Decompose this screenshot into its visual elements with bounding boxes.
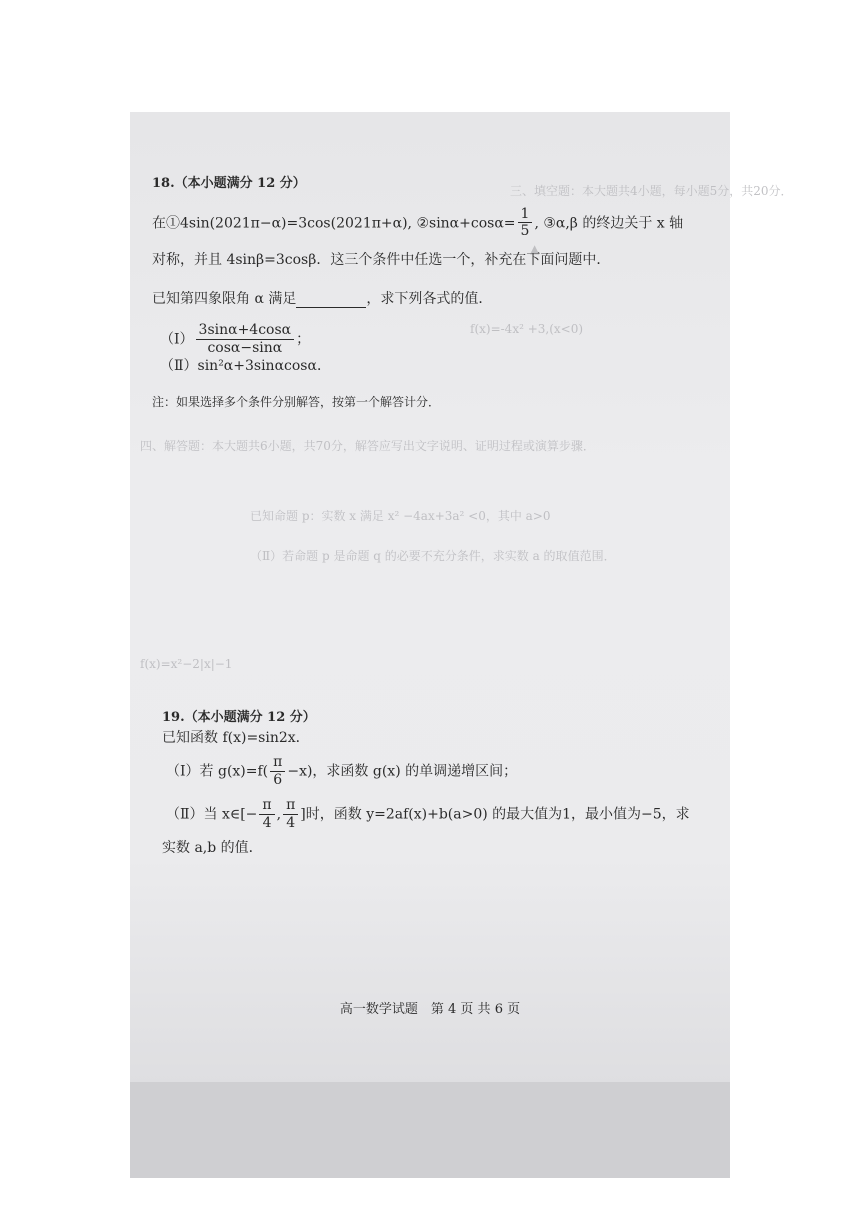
q18-title: 18.（本小题满分 12 分） bbox=[152, 176, 306, 191]
q18-note: 注：如果选择多个条件分别解答，按第一个解答计分． bbox=[152, 395, 441, 410]
q18-line1: 在①4sin(2021π−α)=3cos(2021π+α), ②sinα+cosα= $\frac{1}{5}$ , ③α,β 的终边关于 x 轴 bbox=[152, 205, 684, 240]
fraction-part1: $\frac{3\sin\alpha+4\cos\alpha}{\cos\alpha-\sin\alpha}$ bbox=[196, 322, 295, 357]
q19-part1: （Ⅰ）若 g(x)=f( $\frac{\pi}{6}$ −x)，求函数 g(x) 的单调递增区间； bbox=[166, 754, 518, 789]
bleed-through-text: f(x)=-4x² +3,(x<0) bbox=[470, 322, 584, 336]
q18-part1: （Ⅰ） $\frac{3\sin\alpha+4\cos\alpha}{\cos\alpha-\sin\alpha}$ ； bbox=[160, 321, 311, 356]
q18-line3: 已知第四象限角 α 满足 ，求下列各式的值． bbox=[152, 290, 493, 307]
bleed-through-text: 四、解答题：本大题共6小题，共70分，解答应写出文字说明、证明过程或演算步骤． bbox=[140, 439, 595, 453]
q19-part2: （Ⅱ）当 x∈[− $\frac{\pi}{4}$ , $\frac{\pi}{4}$ ]时，函数 y=2af(x)+b(a>0) 的最大值为1，最小值为−5，求 bbox=[166, 796, 690, 831]
q19-title: 19.（本小题满分 12 分） bbox=[162, 710, 316, 725]
fraction-one-fifth: $\frac{1}{5}$ bbox=[518, 206, 533, 241]
bleed-through-text: （Ⅱ）若命题 p 是命题 q 的必要不充分条件，求实数 a 的取值范围． bbox=[250, 549, 616, 563]
bleed-through-text: 三、填空题：本大题共4小题，每小题5分，共20分． bbox=[510, 184, 793, 198]
q19-last-line: 实数 a,b 的值． bbox=[162, 839, 263, 856]
bleed-through-text: 已知命题 p：实数 x 满足 x² −4ax+3a² <0，其中 a>0 bbox=[250, 509, 551, 523]
q19-line1: 已知函数 f(x)=sin2x． bbox=[162, 729, 310, 746]
q18-part2: （Ⅱ）sin²α+3sinαcosα． bbox=[160, 358, 331, 375]
fraction-pi-6: $\frac{\pi}{6}$ bbox=[270, 754, 285, 789]
page-footer: 高一数学试题 第 4 页 共 6 页 bbox=[339, 1002, 521, 1017]
answer-blank bbox=[296, 293, 366, 308]
fraction-pi-4-b: $\frac{\pi}{4}$ bbox=[283, 797, 298, 832]
exam-page bbox=[130, 112, 793, 1178]
shadow-band bbox=[130, 1082, 730, 1178]
question-18 bbox=[152, 176, 710, 410]
bleed-through-text: ▲ bbox=[530, 242, 540, 256]
question-19 bbox=[162, 710, 710, 856]
fraction-pi-4-a: $\frac{\pi}{4}$ bbox=[259, 797, 274, 832]
bleed-through-text: f(x)=x²−2|x|−1 bbox=[140, 657, 233, 671]
q18-line2: 对称，并且 4sinβ=3cosβ．这三个条件中任选一个，补充在下面问题中． bbox=[152, 252, 611, 269]
